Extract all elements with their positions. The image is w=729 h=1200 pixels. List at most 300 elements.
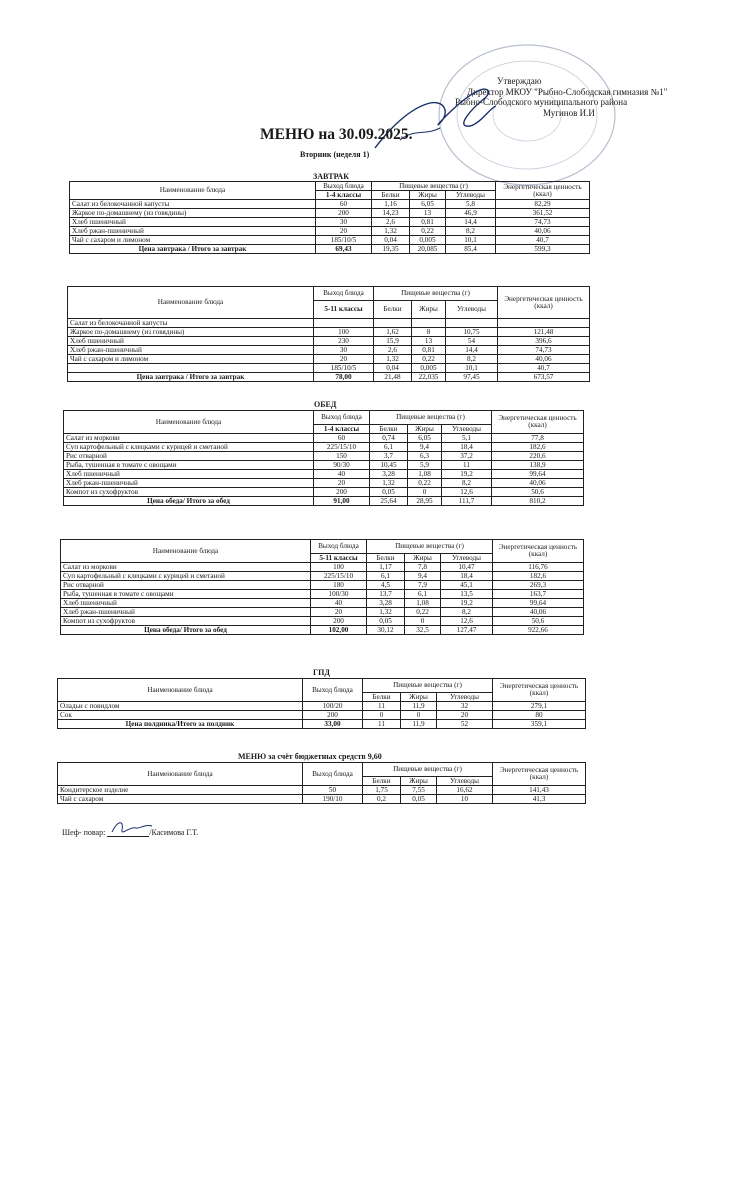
dish-fat: 0,22 — [408, 479, 442, 488]
dish-name: Чай с сахаром и лимоном — [70, 236, 316, 245]
dish-protein: 2,6 — [374, 346, 412, 355]
table-row — [61, 617, 584, 626]
dish-protein: 0,05 — [367, 617, 405, 626]
dish-output: 20 — [316, 227, 372, 236]
col-header-grade: 5-11 классы — [311, 554, 367, 563]
col-header-output: Выход блюда — [316, 182, 372, 191]
dish-output: 40 — [311, 599, 367, 608]
dish-energy: 182,6 — [492, 443, 584, 452]
dish-carbs: 18,4 — [442, 443, 492, 452]
chef-label: Шеф- повар: — [62, 828, 106, 837]
dish-carbs: 45,1 — [441, 581, 493, 590]
dish-output: 30 — [314, 346, 374, 355]
dish-name: Салат из моркови — [64, 434, 314, 443]
col-header-name: Наименование блюда — [70, 182, 316, 200]
table-row — [64, 434, 584, 443]
snack-table — [57, 678, 586, 729]
total-price: 69,43 — [316, 245, 372, 254]
col-header-fat: Жиры — [401, 693, 437, 702]
dish-fat: 13 — [412, 337, 446, 346]
dish-energy: 40,7 — [498, 364, 590, 373]
dish-protein: 1,16 — [372, 200, 410, 209]
dish-energy: 40,06 — [498, 355, 590, 364]
dish-protein: 1,32 — [372, 227, 410, 236]
total-fat: 22,035 — [412, 373, 446, 382]
dish-protein: 4,5 — [367, 581, 405, 590]
col-header-output: Выход блюда — [303, 763, 363, 786]
dish-carbs: 20 — [437, 711, 493, 720]
dish-energy: 80 — [493, 711, 586, 720]
approval-line-2: Директор МКОУ "Рыбно-Слободская гимназия №1" — [467, 86, 668, 97]
dish-carbs: 8,2 — [446, 227, 496, 236]
dish-name: Хлеб ржан-пшеничный — [64, 479, 314, 488]
dish-fat: 0 — [408, 488, 442, 497]
total-price: 78,00 — [314, 373, 374, 382]
dish-carbs: 37,2 — [442, 452, 492, 461]
dish-energy: 361,52 — [496, 209, 590, 218]
col-header-fat: Жиры — [408, 425, 442, 434]
table-row — [58, 711, 586, 720]
dish-fat: 0 — [401, 711, 437, 720]
col-header-protein: Белки — [370, 425, 408, 434]
col-header-fat: Жиры — [405, 554, 441, 563]
snack-heading: ГПД — [313, 668, 330, 677]
dish-carbs: 14,4 — [446, 346, 498, 355]
col-header-fat: Жиры — [410, 191, 446, 200]
col-header-nutrients: Пищевые вещества (г) — [374, 287, 498, 301]
dish-name: Хлеб пшеничный — [64, 470, 314, 479]
dish-energy: 77,8 — [492, 434, 584, 443]
col-header-energy: Энергетическая ценность (ккал) — [496, 182, 590, 200]
total-label: Цена завтрака / Итого за завтрак — [68, 373, 314, 382]
dish-name: Хлеб ржан-пшеничный — [61, 608, 311, 617]
dish-protein: 1,32 — [370, 479, 408, 488]
total-energy: 599,3 — [496, 245, 590, 254]
dish-energy: 121,48 — [498, 328, 590, 337]
col-header-energy: Энергетическая ценность (ккал) — [493, 679, 586, 702]
dish-energy: 182,6 — [493, 572, 584, 581]
dish-name: Сок — [58, 711, 303, 720]
total-protein: 25,64 — [370, 497, 408, 506]
total-label: Цена обеда/ Итого за обед — [64, 497, 314, 506]
dish-protein: 3,28 — [367, 599, 405, 608]
dish-output: 230 — [314, 337, 374, 346]
dish-output: 30 — [316, 218, 372, 227]
table-row — [58, 795, 586, 804]
col-header-energy: Энергетическая ценность (ккал) — [498, 287, 590, 319]
dish-energy: 74,73 — [496, 218, 590, 227]
dish-carbs: 8,2 — [442, 479, 492, 488]
total-carbs: 127,47 — [441, 626, 493, 635]
dish-fat: 8 — [412, 328, 446, 337]
dish-fat: 6,1 — [405, 590, 441, 599]
total-row — [70, 245, 590, 254]
total-fat: 20,085 — [410, 245, 446, 254]
table-row — [68, 355, 590, 364]
table-row — [64, 452, 584, 461]
dish-energy: 116,76 — [493, 563, 584, 572]
total-row — [68, 373, 590, 382]
col-header-name: Наименование блюда — [68, 287, 314, 319]
dish-output: 50 — [303, 786, 363, 795]
dish-energy: 41,3 — [493, 795, 586, 804]
page-title: МЕНЮ на 30.09.2025. — [260, 126, 413, 143]
total-carbs: 97,45 — [446, 373, 498, 382]
dish-protein: 13,7 — [367, 590, 405, 599]
dish-fat: 7,9 — [405, 581, 441, 590]
col-header-grade: 1-4 классы — [316, 191, 372, 200]
dish-protein: 1,75 — [363, 786, 401, 795]
total-carbs: 85,4 — [446, 245, 496, 254]
dish-carbs: 8,2 — [446, 355, 498, 364]
dish-carbs: 10,75 — [446, 328, 498, 337]
dish-protein: 1,32 — [367, 608, 405, 617]
col-header-energy: Энергетическая ценность (ккал) — [492, 411, 584, 434]
dish-energy — [498, 319, 590, 328]
dish-fat: 13 — [410, 209, 446, 218]
total-energy: 673,57 — [498, 373, 590, 382]
table-row — [64, 443, 584, 452]
dish-output: 150 — [314, 452, 370, 461]
table-row — [58, 786, 586, 795]
dish-energy: 138,9 — [492, 461, 584, 470]
dish-energy: 220,6 — [492, 452, 584, 461]
dish-protein: 0,74 — [370, 434, 408, 443]
dish-carbs — [446, 319, 498, 328]
col-header-name: Наименование блюда — [58, 763, 303, 786]
dish-energy: 40,06 — [493, 608, 584, 617]
col-header-nutrients: Пищевые вещества (г) — [367, 540, 493, 554]
lunch-heading: ОБЕД — [314, 400, 337, 409]
dish-protein: 0,05 — [370, 488, 408, 497]
total-fat: 11,9 — [401, 720, 437, 729]
dish-protein: 2,6 — [372, 218, 410, 227]
total-row — [61, 626, 584, 635]
total-protein: 21,48 — [374, 373, 412, 382]
approval-line-4: Мугинов И.И — [543, 107, 595, 118]
dish-protein — [374, 319, 412, 328]
table-row — [68, 319, 590, 328]
dish-carbs: 10,47 — [441, 563, 493, 572]
director-signature — [370, 78, 500, 158]
table-row — [61, 590, 584, 599]
breakfast-table-junior — [69, 181, 590, 254]
dish-energy: 74,73 — [498, 346, 590, 355]
dish-name: Рыба, тушенная в томате с овощами — [64, 461, 314, 470]
table-row — [64, 479, 584, 488]
dish-carbs: 5,1 — [442, 434, 492, 443]
total-price: 91,00 — [314, 497, 370, 506]
table-row — [61, 563, 584, 572]
dish-name: Жаркое по-домашнему (из говядины) — [68, 328, 314, 337]
dish-fat: 7,8 — [405, 563, 441, 572]
total-carbs: 111,7 — [442, 497, 492, 506]
total-fat: 32,5 — [405, 626, 441, 635]
chef-name: /Касимова Г.Т. — [149, 828, 199, 837]
dish-output: 225/15/10 — [311, 572, 367, 581]
total-energy: 810,2 — [492, 497, 584, 506]
col-header-carbs: Углеводы — [437, 777, 493, 786]
dish-output: 20 — [314, 479, 370, 488]
table-row — [61, 581, 584, 590]
dish-fat: 0 — [405, 617, 441, 626]
col-header-carbs: Углеводы — [446, 301, 498, 319]
dish-energy: 40,7 — [496, 236, 590, 245]
dish-output: 40 — [314, 470, 370, 479]
dish-name: Хлеб пшеничный — [61, 599, 311, 608]
dish-carbs: 5,8 — [446, 200, 496, 209]
dish-name: Жаркое по-домашнему (из говядины) — [70, 209, 316, 218]
dish-fat: 9,4 — [408, 443, 442, 452]
dish-carbs: 12,6 — [441, 617, 493, 626]
chef-signature — [108, 816, 158, 838]
dish-output: 200 — [311, 617, 367, 626]
dish-carbs: 19,2 — [441, 599, 493, 608]
table-row — [70, 200, 590, 209]
total-protein: 11 — [363, 720, 401, 729]
dish-output: 20 — [311, 608, 367, 617]
dish-name: Рыба, тушенная в томате с овощами — [61, 590, 311, 599]
dish-name: Чай с сахаром — [58, 795, 303, 804]
col-header-grade: 5-11 классы — [314, 301, 374, 319]
table-row — [64, 470, 584, 479]
dish-output: 90/30 — [314, 461, 370, 470]
col-header-carbs: Углеводы — [437, 693, 493, 702]
total-energy: 922,66 — [493, 626, 584, 635]
col-header-grade: 1-4 классы — [314, 425, 370, 434]
total-energy: 359,1 — [493, 720, 586, 729]
dish-carbs: 10,1 — [446, 364, 498, 373]
dish-output: 60 — [314, 434, 370, 443]
total-label: Цена обеда/ Итого за обед — [61, 626, 311, 635]
dish-fat: 0,22 — [412, 355, 446, 364]
col-header-fat: Жиры — [412, 301, 446, 319]
dish-fat: 6,05 — [410, 200, 446, 209]
page-subtitle: Вторник (неделя 1) — [300, 150, 370, 159]
table-row — [68, 364, 590, 373]
col-header-name: Наименование блюда — [58, 679, 303, 702]
col-header-energy: Энергетическая ценность (ккал) — [493, 540, 584, 563]
dish-protein: 6,1 — [367, 572, 405, 581]
dish-carbs: 14,4 — [446, 218, 496, 227]
dish-fat: 1,08 — [405, 599, 441, 608]
col-header-name: Наименование блюда — [64, 411, 314, 434]
table-row — [68, 337, 590, 346]
table-row — [61, 599, 584, 608]
table-row — [70, 209, 590, 218]
table-row — [70, 227, 590, 236]
dish-protein: 1,32 — [374, 355, 412, 364]
breakfast-heading: ЗАВТРАК — [313, 172, 350, 181]
dish-output: 185/10/5 — [316, 236, 372, 245]
dish-name: Рис отварной — [61, 581, 311, 590]
col-header-protein: Белки — [363, 777, 401, 786]
dish-energy: 50,6 — [492, 488, 584, 497]
dish-protein: 0,04 — [374, 364, 412, 373]
dish-fat: 7,55 — [401, 786, 437, 795]
dish-protein: 1,17 — [367, 563, 405, 572]
dish-carbs: 10 — [437, 795, 493, 804]
dish-protein: 0,04 — [372, 236, 410, 245]
dish-carbs: 8,2 — [441, 608, 493, 617]
breakfast-table-senior — [67, 286, 590, 382]
dish-protein: 6,1 — [370, 443, 408, 452]
dish-name: Салат из белокочанной капусты — [70, 200, 316, 209]
total-row — [58, 720, 586, 729]
col-header-protein: Белки — [374, 301, 412, 319]
dish-name: Хлеб ржан-пшеничный — [70, 227, 316, 236]
dish-energy: 279,1 — [493, 702, 586, 711]
dish-fat — [412, 319, 446, 328]
dish-protein: 3,7 — [370, 452, 408, 461]
dish-energy: 40,06 — [492, 479, 584, 488]
dish-name: Компот из сухофруктов — [64, 488, 314, 497]
dish-output: 180 — [311, 581, 367, 590]
approval-line-3: Рыбно-Слободского муниципального района — [455, 97, 628, 107]
col-header-carbs: Углеводы — [442, 425, 492, 434]
dish-carbs: 54 — [446, 337, 498, 346]
total-protein: 19,35 — [372, 245, 410, 254]
col-header-energy: Энергетическая ценность (ккал) — [493, 763, 586, 786]
dish-fat: 0,22 — [410, 227, 446, 236]
col-header-nutrients: Пищевые вещества (г) — [363, 679, 493, 693]
dish-protein: 3,28 — [370, 470, 408, 479]
dish-protein: 1,62 — [374, 328, 412, 337]
col-header-protein: Белки — [367, 554, 405, 563]
dish-fat: 0,05 — [401, 795, 437, 804]
dish-name: Хлеб ржан-пшеничный — [68, 346, 314, 355]
dish-energy: 99,64 — [492, 470, 584, 479]
dish-energy: 163,7 — [493, 590, 584, 599]
col-header-protein: Белки — [363, 693, 401, 702]
dish-fat: 6,3 — [408, 452, 442, 461]
dish-energy: 396,6 — [498, 337, 590, 346]
dish-name: Оладьи с повидлом — [58, 702, 303, 711]
dish-name — [68, 364, 314, 373]
total-label: Цена завтрака / Итого за завтрак — [70, 245, 316, 254]
dish-energy: 50,6 — [493, 617, 584, 626]
dish-carbs: 19,2 — [442, 470, 492, 479]
lunch-table-junior — [63, 410, 584, 506]
col-header-name: Наименование блюда — [61, 540, 311, 563]
table-row — [70, 218, 590, 227]
dish-output: 200 — [303, 711, 363, 720]
dish-fat: 5,9 — [408, 461, 442, 470]
dish-carbs: 10,1 — [446, 236, 496, 245]
dish-protein: 0,2 — [363, 795, 401, 804]
table-row — [64, 488, 584, 497]
dish-output: 60 — [316, 200, 372, 209]
dish-output: 185/10/5 — [314, 364, 374, 373]
dish-carbs: 13,5 — [441, 590, 493, 599]
dish-fat: 0,81 — [412, 346, 446, 355]
dish-name: Чай с сахаром и лимоном — [68, 355, 314, 364]
dish-output: 100 — [311, 563, 367, 572]
col-header-fat: Жиры — [401, 777, 437, 786]
col-header-output: Выход блюда — [311, 540, 367, 554]
approval-line-1: Утверждаю — [497, 76, 542, 86]
col-header-output: Выход блюда — [303, 679, 363, 702]
dish-output: 225/15/10 — [314, 443, 370, 452]
dish-output: 100/20 — [303, 702, 363, 711]
dish-fat: 0,005 — [410, 236, 446, 245]
col-header-nutrients: Пищевые вещества (г) — [370, 411, 492, 425]
dish-name: Рис отварной — [64, 452, 314, 461]
dish-energy: 269,3 — [493, 581, 584, 590]
dish-carbs: 12,6 — [442, 488, 492, 497]
dish-name: Хлеб пшеничный — [68, 337, 314, 346]
col-header-output: Выход блюда — [314, 287, 374, 301]
dish-name: Салат из моркови — [61, 563, 311, 572]
dish-fat: 9,4 — [405, 572, 441, 581]
dish-fat: 0,005 — [412, 364, 446, 373]
col-header-nutrients: Пищевые вещества (г) — [372, 182, 496, 191]
lunch-table-senior — [60, 539, 584, 635]
dish-carbs: 18,4 — [441, 572, 493, 581]
total-price: 33,00 — [303, 720, 363, 729]
dish-protein: 10,45 — [370, 461, 408, 470]
budget-table — [57, 762, 586, 804]
dish-fat: 11,9 — [401, 702, 437, 711]
dish-name: Компот из сухофруктов — [61, 617, 311, 626]
dish-output — [314, 319, 374, 328]
dish-protein: 11 — [363, 702, 401, 711]
table-row — [64, 461, 584, 470]
dish-energy: 141,43 — [493, 786, 586, 795]
dish-protein: 0 — [363, 711, 401, 720]
dish-carbs: 16,62 — [437, 786, 493, 795]
dish-output: 100/30 — [311, 590, 367, 599]
col-header-protein: Белки — [372, 191, 410, 200]
col-header-output: Выход блюда — [314, 411, 370, 425]
dish-name: Суп картофельный с клецками с курицей и сметаной — [64, 443, 314, 452]
dish-energy: 99,64 — [493, 599, 584, 608]
dish-carbs: 11 — [442, 461, 492, 470]
dish-name: Салат из белокочанной капусты — [68, 319, 314, 328]
dish-protein: 15,9 — [374, 337, 412, 346]
dish-energy: 40,06 — [496, 227, 590, 236]
dish-carbs: 32 — [437, 702, 493, 711]
dish-protein: 14,23 — [372, 209, 410, 218]
col-header-nutrients: Пищевые вещества (г) — [363, 763, 493, 777]
total-row — [64, 497, 584, 506]
table-row — [68, 346, 590, 355]
total-price: 102,00 — [311, 626, 367, 635]
table-row — [68, 328, 590, 337]
total-protein: 30,12 — [367, 626, 405, 635]
table-row — [58, 702, 586, 711]
table-row — [61, 608, 584, 617]
dish-output: 200 — [316, 209, 372, 218]
dish-fat: 6,05 — [408, 434, 442, 443]
table-row — [61, 572, 584, 581]
dish-name: Хлеб пшеничный — [70, 218, 316, 227]
total-fat: 28,95 — [408, 497, 442, 506]
dish-fat: 1,08 — [408, 470, 442, 479]
dish-energy: 82,29 — [496, 200, 590, 209]
dish-output: 190/10 — [303, 795, 363, 804]
col-header-carbs: Углеводы — [446, 191, 496, 200]
dish-fat: 0,22 — [405, 608, 441, 617]
dish-name: Кондитерское изделие — [58, 786, 303, 795]
dish-output: 20 — [314, 355, 374, 364]
dish-name: Суп картофельный с клецками с курицей и сметаной — [61, 572, 311, 581]
dish-fat: 0,81 — [410, 218, 446, 227]
dish-output: 200 — [314, 488, 370, 497]
total-carbs: 52 — [437, 720, 493, 729]
table-row — [70, 236, 590, 245]
dish-output: 100 — [314, 328, 374, 337]
